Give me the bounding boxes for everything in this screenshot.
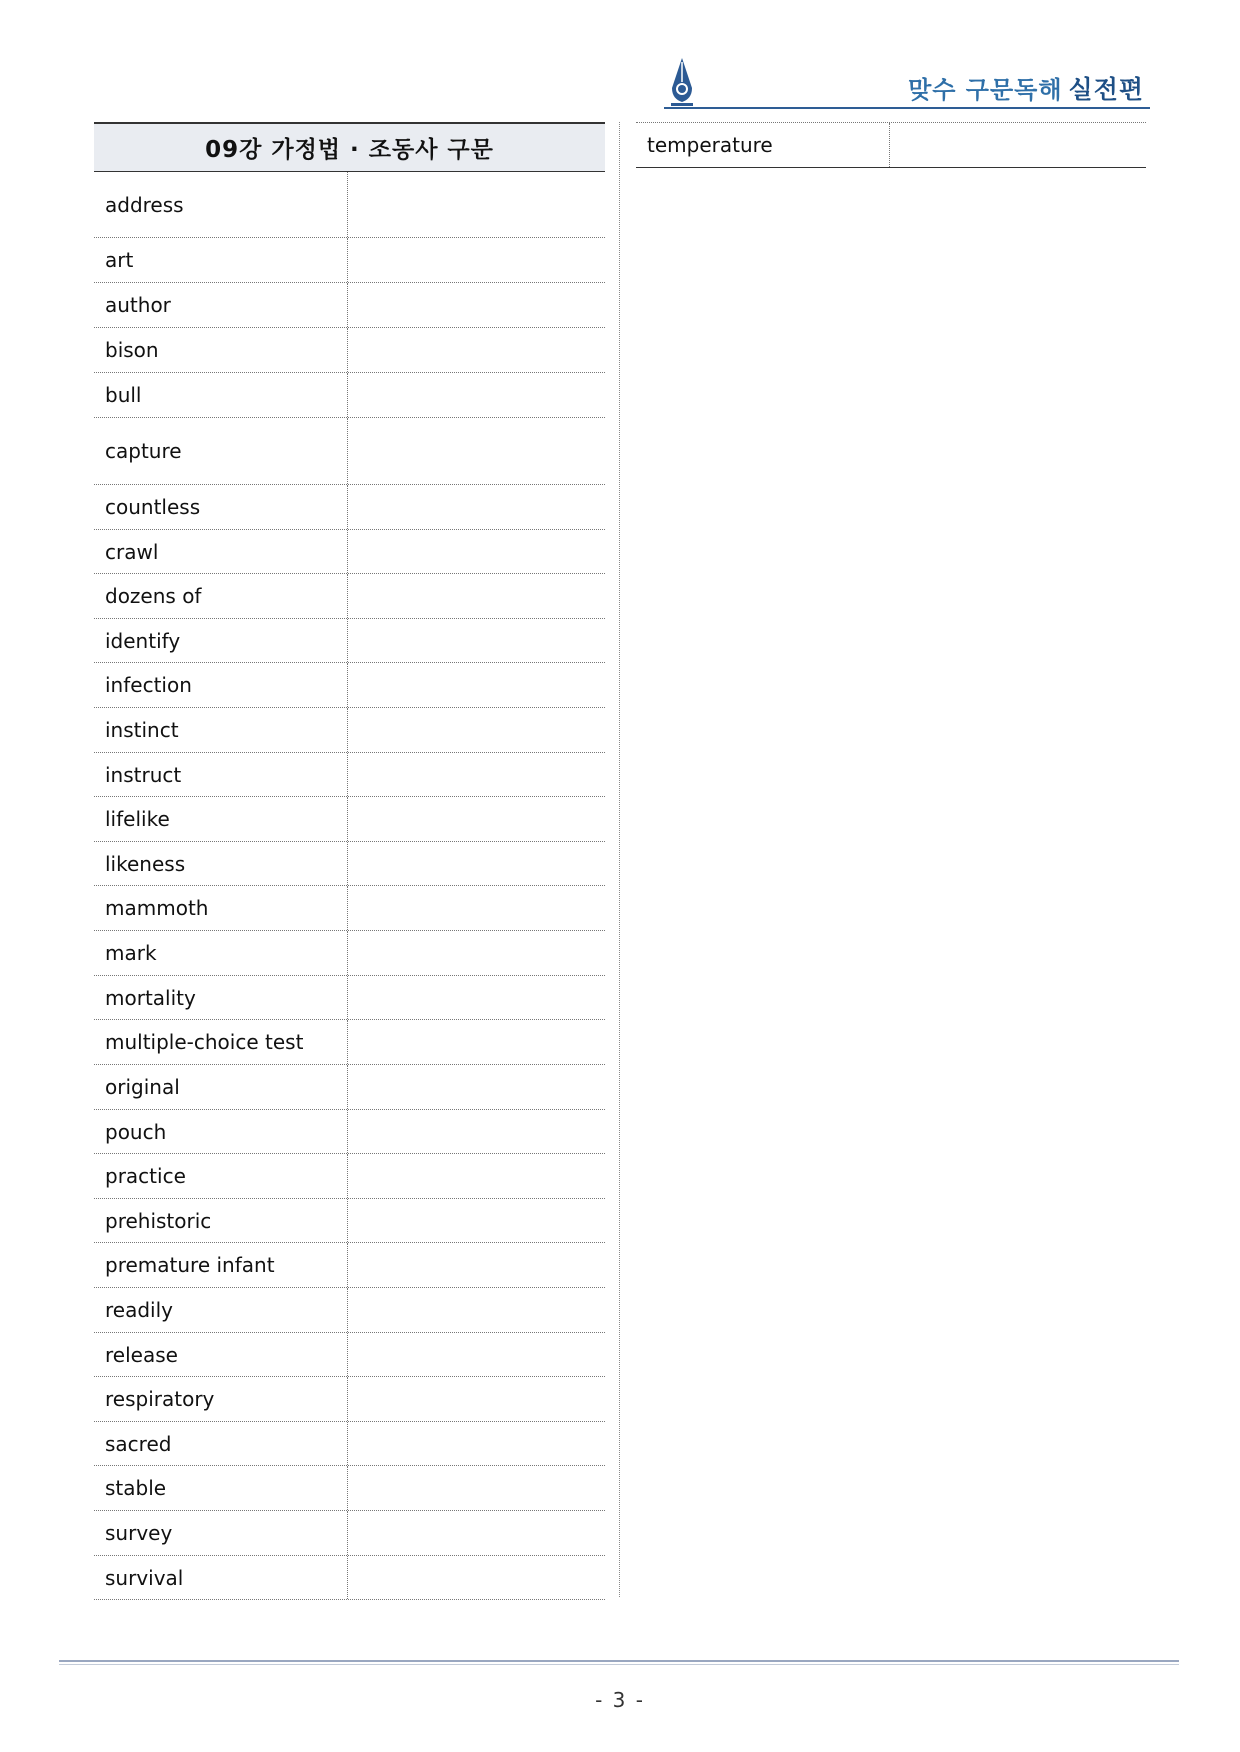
table-row (94, 1199, 605, 1243)
meaning-cell[interactable] (348, 976, 605, 1019)
meaning-cell[interactable] (348, 619, 605, 662)
vocab-word: release (94, 1333, 348, 1376)
vocab-table-right (636, 122, 1146, 168)
table-row (94, 797, 605, 842)
meaning-cell[interactable] (348, 797, 605, 841)
table-row (94, 1243, 605, 1288)
vocab-word: temperature (636, 123, 890, 167)
table-row (94, 931, 605, 976)
table-row (94, 708, 605, 753)
vocab-word: dozens of (94, 574, 348, 618)
table-row (94, 1556, 605, 1600)
vocab-word: prehistoric (94, 1199, 348, 1242)
footer-rule (59, 1660, 1179, 1662)
vocab-rows-right (636, 123, 1146, 168)
vocab-word: author (94, 283, 348, 327)
vocab-word: stable (94, 1466, 348, 1510)
brand-underline (664, 107, 1150, 109)
meaning-cell[interactable] (348, 485, 605, 529)
meaning-cell[interactable] (348, 530, 605, 573)
meaning-cell[interactable] (348, 931, 605, 975)
meaning-cell[interactable] (348, 328, 605, 372)
meaning-cell[interactable] (348, 1020, 605, 1064)
meaning-cell[interactable] (348, 1422, 605, 1465)
vocab-word: countless (94, 485, 348, 529)
meaning-cell[interactable] (348, 1110, 605, 1153)
table-row (94, 619, 605, 663)
vocab-word: bull (94, 373, 348, 417)
vocab-table-left (94, 122, 605, 1600)
meaning-cell[interactable] (348, 753, 605, 796)
table-row (94, 172, 605, 238)
table-row (94, 1511, 605, 1556)
brand-title (908, 70, 1144, 106)
vocab-word: capture (94, 418, 348, 484)
table-row (94, 373, 605, 418)
meaning-cell[interactable] (348, 172, 605, 237)
meaning-cell[interactable] (348, 886, 605, 930)
table-row (94, 283, 605, 328)
vocab-word: pouch (94, 1110, 348, 1153)
pen-nib-icon (667, 56, 697, 108)
vocab-word: survival (94, 1556, 348, 1599)
vocab-rows (94, 172, 605, 1600)
table-row (94, 976, 605, 1020)
meaning-cell[interactable] (348, 1154, 605, 1198)
vocab-word: address (94, 172, 348, 237)
vocab-word: practice (94, 1154, 348, 1198)
vocab-word: premature infant (94, 1243, 348, 1287)
table-row (94, 1065, 605, 1110)
meaning-cell[interactable] (348, 283, 605, 327)
vocab-word: mammoth (94, 886, 348, 930)
meaning-cell[interactable] (348, 1243, 605, 1287)
table-row (94, 328, 605, 373)
vocab-word: mortality (94, 976, 348, 1019)
vocab-word: mark (94, 931, 348, 975)
meaning-cell[interactable] (348, 708, 605, 752)
brand-suffix: 실전편 (1068, 75, 1144, 104)
vocab-word: instruct (94, 753, 348, 796)
table-row (94, 238, 605, 283)
table-row (94, 574, 605, 619)
vocab-word: likeness (94, 842, 348, 885)
table-row (94, 1020, 605, 1065)
table-row (94, 1377, 605, 1422)
brand-header (660, 52, 1150, 112)
table-row (94, 842, 605, 886)
table-row (94, 1333, 605, 1377)
column-divider (619, 122, 620, 1597)
vocab-word: readily (94, 1288, 348, 1332)
meaning-cell[interactable] (348, 1333, 605, 1376)
vocab-word: crawl (94, 530, 348, 573)
vocab-word: art (94, 238, 348, 282)
meaning-cell[interactable] (348, 574, 605, 618)
meaning-cell[interactable] (348, 842, 605, 885)
table-row (94, 1288, 605, 1333)
table-row (94, 530, 605, 574)
table-row (94, 753, 605, 797)
meaning-cell[interactable] (348, 418, 605, 484)
brand-prefix: 맞수 구문독해 (908, 76, 1063, 104)
page-number: - 3 - (595, 1688, 645, 1712)
meaning-cell[interactable] (890, 123, 1146, 167)
meaning-cell[interactable] (348, 1065, 605, 1109)
footer-rule-thin (59, 1664, 1179, 1665)
vocab-word: survey (94, 1511, 348, 1555)
vocab-word: multiple-choice test (94, 1020, 348, 1064)
table-row (94, 1154, 605, 1199)
meaning-cell[interactable] (348, 1377, 605, 1421)
vocab-word: lifelike (94, 797, 348, 841)
meaning-cell[interactable] (348, 1511, 605, 1555)
vocab-word: identify (94, 619, 348, 662)
vocab-word: instinct (94, 708, 348, 752)
table-row (94, 1110, 605, 1154)
vocab-word: sacred (94, 1422, 348, 1465)
table-row (94, 663, 605, 708)
table-row (94, 1422, 605, 1466)
meaning-cell[interactable] (348, 1466, 605, 1510)
meaning-cell[interactable] (348, 373, 605, 417)
table-row (94, 1466, 605, 1511)
meaning-cell[interactable] (348, 1199, 605, 1242)
meaning-cell[interactable] (348, 663, 605, 707)
table-row (94, 418, 605, 485)
meaning-cell[interactable] (348, 238, 605, 282)
vocab-word: infection (94, 663, 348, 707)
vocab-word: bison (94, 328, 348, 372)
vocab-word: original (94, 1065, 348, 1109)
table-row (94, 485, 605, 530)
table-row (636, 123, 1146, 168)
vocab-word: respiratory (94, 1377, 348, 1421)
meaning-cell[interactable] (348, 1288, 605, 1332)
table-row (94, 886, 605, 931)
meaning-cell[interactable] (348, 1556, 605, 1599)
table-title: 09강 가정법 · 조동사 구문 (94, 122, 605, 172)
